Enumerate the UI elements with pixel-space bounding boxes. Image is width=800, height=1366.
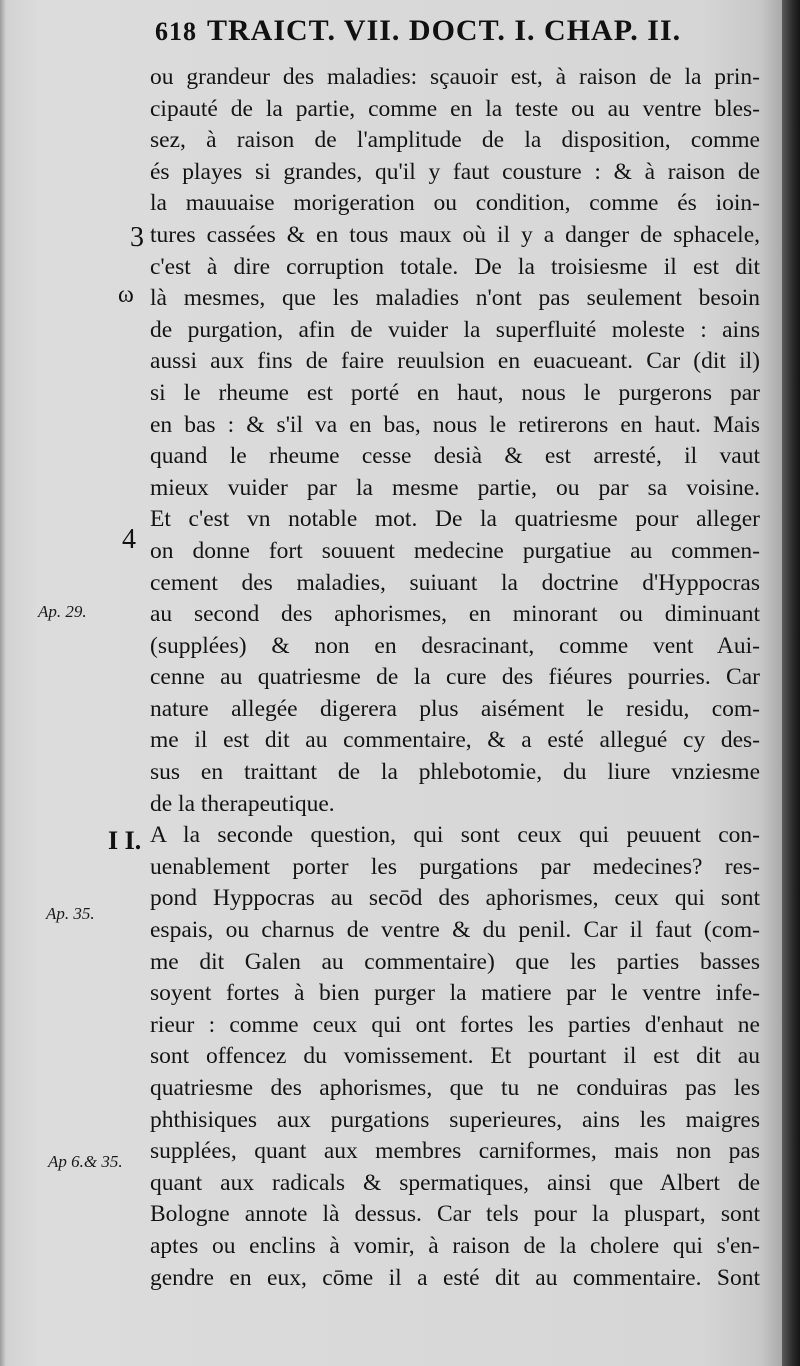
running-header (155, 14, 755, 54)
text-line: en bas : & s'il va en bas, nous le retirerons en haut. Mais (150, 411, 760, 438)
text-line: A la seconde question, qui sont ceux qui peuuent con- (150, 822, 760, 849)
text-line: cement des maladies, suiuant la doctrine d'Hyppocras (150, 569, 760, 596)
page-number: 618 (155, 17, 197, 46)
text-line: c'est à dire corruption totale. De la troisiesme il est dit (150, 253, 760, 280)
text-line: de la therapeutique. (150, 790, 335, 817)
text-line: sont offencez du vomissement. Et pourtant il est dit au (150, 1043, 760, 1070)
text-line: pond Hyppocras au secōd des aphorismes, ceux qui sont (150, 885, 760, 912)
text-line: Et c'est vn notable mot. De la quatriesme pour alleger (150, 506, 760, 533)
running-title: TRAICT. VII. DOCT. I. CHAP. II. (207, 14, 682, 47)
margin-glyph: ω (118, 282, 134, 308)
margin-note-ap-35: Ap. 35. (46, 904, 95, 923)
text-line: aussi aux fins de faire reuulsion en euacueant. Car (dit il) (150, 348, 760, 375)
text-line: si le rheume est porté en haut, nous le purgerons par (150, 379, 760, 406)
paragraph-number-II: I I. (108, 826, 142, 855)
text-line: au second des aphorismes, en minorant ou diminuant (150, 601, 760, 628)
text-line: là mesmes, que les maladies n'ont pas seulement besoin (150, 285, 760, 312)
margin-number-3: 3 (130, 222, 144, 253)
text-line: gendre en eux, cōme il a esté dit au commentaire. Sont (150, 1264, 760, 1291)
text-line: supplées, quant aux membres carniformes, mais non pas (150, 1138, 760, 1165)
text-line: de purgation, afin de vuider la superfluité moleste : ains (150, 316, 760, 343)
text-line: la mauuaise morigeration ou condition, comme és ioin- (150, 190, 760, 217)
text-line: cenne au quatriesme de la cure des fiéures pourries. Car (150, 664, 760, 691)
text-line: Bologne annote là dessus. Car tels pour la pluspart, sont (150, 1201, 760, 1228)
text-line: me il est dit au commentaire, & a esté allegué cy des- (150, 727, 760, 754)
margin-number-4: 4 (122, 524, 136, 555)
text-line: tures cassées & en tous maux où il y a danger de sphacele, (150, 221, 760, 248)
text-line: rieur : comme ceux qui ont fortes les parties d'enhaut ne (150, 1011, 760, 1038)
text-line: on donne fort souuent medecine purgatiue au commen- (150, 537, 760, 564)
text-line: cipauté de la partie, comme en la teste ou au ventre bles- (150, 95, 760, 122)
text-line: phthisiques aux purgations superieures, ains les maigres (150, 1106, 760, 1133)
text-line: espais, ou charnus de ventre & du penil. Car il faut (com- (150, 917, 760, 944)
text-line: soyent fortes à bien purger la matiere par le ventre infe- (150, 980, 760, 1007)
body-text (150, 62, 760, 1294)
text-line: quand le rheume cesse desià & est arresté, il vaut (150, 443, 760, 470)
book-spine-shadow (782, 0, 800, 1366)
text-line: quatriesme des aphorismes, que tu ne conduiras pas les (150, 1075, 760, 1101)
margin-note-ap-6-35: Ap 6.& 35. (48, 1152, 123, 1171)
margin-note-ap-29: Ap. 29. (38, 602, 87, 621)
text-line: uenablement porter les purgations par medecines? res- (150, 853, 760, 880)
text-line: (supplées) & non en desracinant, comme vent Aui- (150, 632, 760, 659)
text-line: aptes ou enclins à vomir, à raison de la cholere qui s'en- (150, 1232, 760, 1259)
text-line: nature allegée digerera plus aisément le residu, com- (150, 695, 760, 722)
text-line: ou grandeur des maladies: sçauoir est, à raison de la prin- (150, 64, 760, 90)
text-line: és playes si grandes, qu'il y faut cousture : & à raison de (150, 158, 760, 185)
text-line: sus en traittant de la phlebotomie, du liure vnziesme (150, 759, 760, 786)
text-line: quant aux radicals & spermatiques, ainsi que Albert de (150, 1169, 760, 1196)
text-line: sez, à raison de l'amplitude de la disposition, comme (150, 127, 760, 154)
text-line: me dit Galen au commentaire) que les parties basses (150, 948, 760, 975)
text-line: mieux vuider par la mesme partie, ou par sa voisine. (150, 474, 760, 501)
